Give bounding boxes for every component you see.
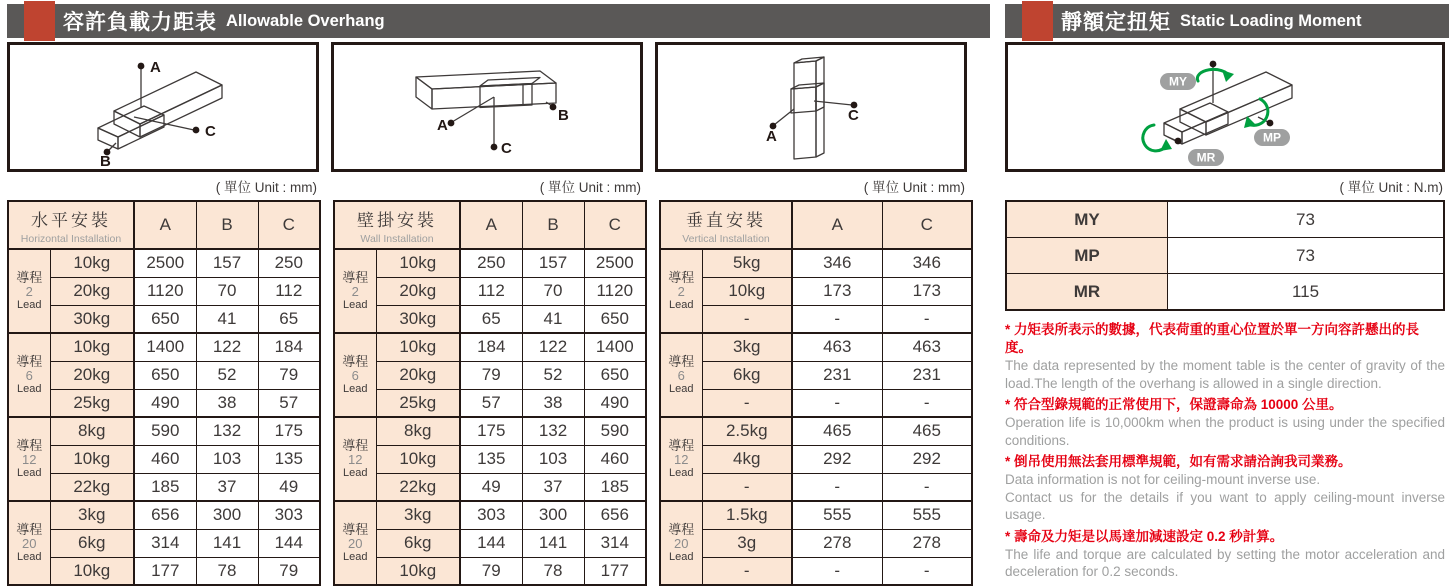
value-cell: - (792, 473, 882, 501)
vertical-table-host (659, 200, 973, 586)
value-cell: 141 (522, 529, 584, 557)
table-row (660, 529, 972, 557)
lead-cell: 導程 12 Lead (8, 417, 50, 501)
table-row (8, 501, 320, 529)
table-row (8, 249, 320, 277)
table-row (660, 361, 972, 389)
load-cell: 6kg (702, 361, 792, 389)
moment-label-mr: MR (1006, 274, 1168, 311)
table-row (660, 501, 972, 529)
load-cell: 10kg (376, 249, 460, 277)
table-row (8, 305, 320, 333)
value-cell: 141 (196, 529, 258, 557)
value-cell: 37 (522, 473, 584, 501)
value-cell: 650 (584, 305, 646, 333)
load-cell: 30kg (376, 305, 460, 333)
value-cell: 650 (584, 361, 646, 389)
column-header-b: B (196, 201, 258, 249)
moment-value: 115 (1168, 274, 1445, 311)
value-cell: 79 (258, 361, 320, 389)
lead-cell: 導程 6 Lead (660, 333, 702, 417)
column-header-b: B (522, 201, 584, 249)
value-cell: 463 (792, 333, 882, 361)
section-header-overhang (7, 4, 990, 38)
table-row (660, 417, 972, 445)
lead-cell: 導程 12 Lead (660, 417, 702, 501)
value-cell: 177 (584, 557, 646, 585)
value-cell: 465 (882, 417, 972, 445)
unit-label: ( 單位 Unit : mm) (863, 180, 965, 195)
table-row (660, 389, 972, 417)
value-cell: 79 (460, 557, 522, 585)
moment-label-mp: MP (1006, 238, 1168, 274)
value-cell: 65 (460, 305, 522, 333)
value-cell: 135 (258, 445, 320, 473)
note-en: Contact us for the details if you want to apply ceiling-mount inverse usage. (1005, 489, 1445, 522)
point-label-a: A (437, 117, 448, 134)
value-cell: 184 (258, 333, 320, 361)
table-row (660, 305, 972, 333)
table-title-cell: 垂直安裝 Vertical Installation (660, 201, 792, 249)
value-cell: 1120 (134, 277, 196, 305)
value-cell: 465 (792, 417, 882, 445)
load-cell: 20kg (376, 277, 460, 305)
load-cell: 8kg (376, 417, 460, 445)
horizontal-installation-diagram (7, 42, 319, 172)
value-cell: 1400 (584, 333, 646, 361)
table-row (334, 389, 646, 417)
value-cell: 135 (460, 445, 522, 473)
lead-cell: 導程 2 Lead (660, 249, 702, 333)
note-zh: * 壽命及力矩是以馬達加減速設定 0.2 秒計算。 (1005, 528, 1284, 544)
load-cell: 22kg (376, 473, 460, 501)
table-row (334, 417, 646, 445)
value-cell: 656 (584, 501, 646, 529)
point-label-c: C (848, 107, 859, 124)
column-header-a: A (792, 201, 882, 249)
point-label-c: C (501, 140, 512, 157)
value-cell: 37 (196, 473, 258, 501)
point-label-c: C (205, 123, 216, 140)
table-row (334, 529, 646, 557)
column-header-c: C (584, 201, 646, 249)
table-row (8, 445, 320, 473)
value-cell: 79 (460, 361, 522, 389)
value-cell: 300 (522, 501, 584, 529)
moment-row (1006, 274, 1444, 311)
badge-my-label: MY (1169, 74, 1187, 89)
value-cell: 132 (196, 417, 258, 445)
note-en: The life and torque are calculated by setting the motor acceleration and deceleration for 0.2 seconds. (1005, 546, 1445, 579)
table-row (8, 361, 320, 389)
value-cell: 41 (522, 305, 584, 333)
moment-row (1006, 201, 1444, 238)
point-label-b: B (100, 153, 111, 169)
column-header-c: C (882, 201, 972, 249)
value-cell: 122 (196, 333, 258, 361)
value-cell: 132 (522, 417, 584, 445)
lead-cell: 導程 2 Lead (334, 249, 376, 333)
value-cell: 173 (792, 277, 882, 305)
value-cell: - (792, 389, 882, 417)
unit-label: ( 單位 Unit : mm) (539, 180, 641, 195)
value-cell: - (792, 305, 882, 333)
load-cell: 10kg (376, 333, 460, 361)
load-cell: 10kg (702, 277, 792, 305)
table-row (8, 277, 320, 305)
lead-cell: 導程 20 Lead (8, 501, 50, 585)
load-cell: 6kg (50, 529, 134, 557)
section-title-en: Static Loading Moment (1180, 11, 1362, 30)
badge-mr (1188, 149, 1224, 166)
vertical-actuator-lineart-icon (658, 45, 964, 169)
moment-label-my: MY (1006, 201, 1168, 238)
table-header-row (334, 201, 646, 249)
notes (1005, 321, 1445, 581)
value-cell: 173 (882, 277, 972, 305)
value-cell: 460 (134, 445, 196, 473)
value-cell: 590 (584, 417, 646, 445)
value-cell: 184 (460, 333, 522, 361)
value-cell: - (882, 389, 972, 417)
note-zh: * 倒吊使用無法套用標準規範，如有需求請洽詢我司業務。 (1005, 454, 1352, 469)
value-cell: 112 (258, 277, 320, 305)
diagram-row (7, 42, 990, 172)
lead-cell: 導程 2 Lead (8, 249, 50, 333)
table-row (8, 417, 320, 445)
value-cell: 49 (258, 473, 320, 501)
rotation-arrow-mr-icon (1143, 125, 1172, 151)
horizontal-actuator-lineart-icon (10, 45, 316, 169)
value-cell: 122 (522, 333, 584, 361)
table-row (334, 305, 646, 333)
value-cell: 314 (584, 529, 646, 557)
value-cell: 2500 (584, 249, 646, 277)
load-cell: 3g (702, 529, 792, 557)
badge-my (1160, 73, 1196, 90)
value-cell: 300 (196, 501, 258, 529)
value-cell: 555 (792, 501, 882, 529)
lead-cell: 導程 20 Lead (334, 501, 376, 585)
load-cell: 10kg (50, 333, 134, 361)
value-cell: - (882, 557, 972, 585)
value-cell: - (792, 557, 882, 585)
table-row (334, 557, 646, 585)
load-cell: 10kg (376, 445, 460, 473)
value-cell: 57 (460, 389, 522, 417)
overhang-table-vertical-installation (659, 200, 973, 586)
table-row (8, 529, 320, 557)
value-cell: 231 (792, 361, 882, 389)
table-row (334, 445, 646, 473)
note-zh: * 力矩表所表示的數據，代表荷重的重心位置於單一方向容許懸出的長度。 (1005, 322, 1420, 355)
unit-label-row (1005, 172, 1449, 200)
column-header-c: C (258, 201, 320, 249)
load-cell: - (702, 557, 792, 585)
overhang-tables-row (7, 200, 990, 586)
table-row (334, 249, 646, 277)
load-cell: 22kg (50, 473, 134, 501)
value-cell: 590 (134, 417, 196, 445)
unit-label-row (7, 172, 990, 200)
load-cell: 10kg (50, 249, 134, 277)
value-cell: 292 (882, 445, 972, 473)
value-cell: 1120 (584, 277, 646, 305)
value-cell: 490 (584, 389, 646, 417)
value-cell: 278 (882, 529, 972, 557)
value-cell: 70 (196, 277, 258, 305)
table-header-row (8, 201, 320, 249)
value-cell: 79 (258, 557, 320, 585)
wall-actuator-lineart-icon (334, 45, 640, 169)
moment-diagram-row (1005, 42, 1449, 172)
load-cell: 20kg (50, 277, 134, 305)
vertical-installation-diagram (655, 42, 967, 172)
table-row (660, 333, 972, 361)
table-row (334, 277, 646, 305)
load-cell: - (702, 305, 792, 333)
moment-actuator-lineart-icon (1008, 45, 1442, 169)
load-cell: 4kg (702, 445, 792, 473)
value-cell: 157 (196, 249, 258, 277)
table-row (8, 473, 320, 501)
badge-mp (1254, 129, 1290, 146)
table-row (334, 361, 646, 389)
value-cell: 490 (134, 389, 196, 417)
load-cell: 5kg (702, 249, 792, 277)
value-cell: 292 (792, 445, 882, 473)
value-cell: 78 (196, 557, 258, 585)
value-cell: 278 (792, 529, 882, 557)
rotation-arrow-my-icon (1197, 69, 1234, 82)
lead-cell: 導程 20 Lead (660, 501, 702, 585)
value-cell: 303 (258, 501, 320, 529)
value-cell: 41 (196, 305, 258, 333)
load-cell: 25kg (376, 389, 460, 417)
value-cell: 555 (882, 501, 972, 529)
load-cell: 20kg (376, 361, 460, 389)
value-cell: 52 (196, 361, 258, 389)
table-row (8, 389, 320, 417)
table-row (660, 473, 972, 501)
value-cell: 144 (460, 529, 522, 557)
lead-cell: 導程 6 Lead (8, 333, 50, 417)
value-cell: 38 (196, 389, 258, 417)
note-en: The data represented by the moment table is the center of gravity of the load.The length of the overhang is allowed in a single direction. (1005, 358, 1445, 391)
value-cell: 185 (134, 473, 196, 501)
value-cell: 65 (258, 305, 320, 333)
value-cell: 250 (460, 249, 522, 277)
moment-table (1005, 200, 1445, 311)
wall-table-host (333, 200, 647, 586)
section-title-en: Allowable Overhang (226, 11, 385, 30)
value-cell: 78 (522, 557, 584, 585)
load-cell: - (702, 389, 792, 417)
value-cell: 460 (584, 445, 646, 473)
section-title-zh: 容許負載力距表 (63, 11, 217, 34)
accent-square-icon (1022, 1, 1053, 41)
value-cell: 463 (882, 333, 972, 361)
value-cell: 303 (460, 501, 522, 529)
table-row (8, 333, 320, 361)
point-label-a: A (766, 128, 777, 145)
load-cell: 1.5kg (702, 501, 792, 529)
point-label-a: A (150, 59, 161, 76)
load-cell: 10kg (50, 557, 134, 585)
value-cell: 346 (792, 249, 882, 277)
load-cell: 3kg (376, 501, 460, 529)
moment-row (1006, 238, 1444, 274)
value-cell: 49 (460, 473, 522, 501)
value-cell: 346 (882, 249, 972, 277)
value-cell: 112 (460, 277, 522, 305)
allowable-overhang-section (7, 0, 990, 586)
load-cell: 8kg (50, 417, 134, 445)
value-cell: 144 (258, 529, 320, 557)
value-cell: 250 (258, 249, 320, 277)
load-cell: - (702, 473, 792, 501)
table-row (334, 333, 646, 361)
unit-label: ( 單位 Unit : mm) (215, 180, 317, 195)
value-cell: 650 (134, 361, 196, 389)
note-zh: * 符合型錄規範的正常使用下，保證壽命為 10000 公里。 (1005, 397, 1343, 412)
load-cell: 10kg (50, 445, 134, 473)
column-header-a: A (134, 201, 196, 249)
value-cell: - (882, 473, 972, 501)
table-row (334, 501, 646, 529)
load-cell: 25kg (50, 389, 134, 417)
overhang-table-wall-installation (333, 200, 647, 586)
moment-value: 73 (1168, 201, 1445, 238)
value-cell: 103 (522, 445, 584, 473)
value-cell: 57 (258, 389, 320, 417)
lead-cell: 導程 12 Lead (334, 417, 376, 501)
value-cell: 175 (258, 417, 320, 445)
value-cell: 70 (522, 277, 584, 305)
lead-cell: 導程 6 Lead (334, 333, 376, 417)
table-row (660, 557, 972, 585)
table-row (8, 557, 320, 585)
wall-installation-diagram (331, 42, 643, 172)
table-header-row (660, 201, 972, 249)
value-cell: 157 (522, 249, 584, 277)
moment-value: 73 (1168, 238, 1445, 274)
section-title-zh: 靜額定扭矩 (1061, 11, 1171, 34)
value-cell: 314 (134, 529, 196, 557)
table-row (334, 473, 646, 501)
value-cell: 52 (522, 361, 584, 389)
table-title-cell: 水平安裝 Horizontal Installation (8, 201, 134, 249)
value-cell: 1400 (134, 333, 196, 361)
badge-mr-label: MR (1196, 150, 1216, 165)
load-cell: 20kg (50, 361, 134, 389)
moment-diagram (1005, 42, 1445, 172)
value-cell: 38 (522, 389, 584, 417)
load-cell: 3kg (50, 501, 134, 529)
table-row (660, 445, 972, 473)
value-cell: 185 (584, 473, 646, 501)
value-cell: 175 (460, 417, 522, 445)
static-loading-moment-section (1005, 0, 1449, 581)
value-cell: 177 (134, 557, 196, 585)
overhang-table-horizontal-installation (7, 200, 321, 586)
column-header-a: A (460, 201, 522, 249)
section-header-moment (1005, 4, 1449, 38)
table-title-cell: 壁掛安裝 Wall Installation (334, 201, 460, 249)
value-cell: 231 (882, 361, 972, 389)
table-row (660, 277, 972, 305)
table-row (660, 249, 972, 277)
value-cell: 2500 (134, 249, 196, 277)
load-cell: 3kg (702, 333, 792, 361)
note-en: Operation life is 10,000km when the product is using under the specified conditions. (1005, 415, 1445, 448)
load-cell: 30kg (50, 305, 134, 333)
value-cell: 103 (196, 445, 258, 473)
value-cell: - (882, 305, 972, 333)
load-cell: 6kg (376, 529, 460, 557)
load-cell: 10kg (376, 557, 460, 585)
accent-square-icon (24, 1, 55, 41)
point-label-b: B (558, 107, 569, 124)
horizontal-table-host (7, 200, 321, 586)
note-en: Data information is not for ceiling-mount inverse use. (1005, 472, 1321, 487)
value-cell: 650 (134, 305, 196, 333)
value-cell: 656 (134, 501, 196, 529)
unit-label: ( 單位 Unit : N.m) (1339, 180, 1443, 195)
load-cell: 2.5kg (702, 417, 792, 445)
badge-mp-label: MP (1263, 130, 1281, 145)
